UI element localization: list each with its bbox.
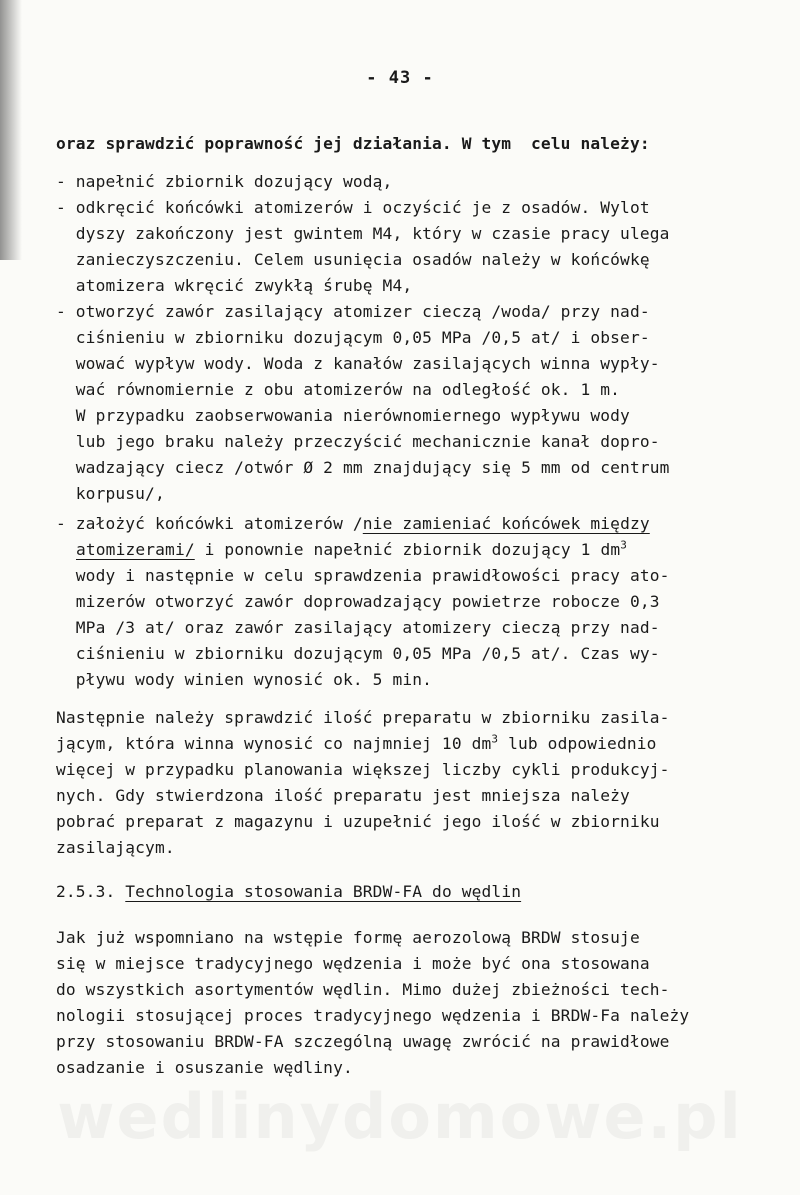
text-line: MPa /3 at/ oraz zawór zasilający atomizery cieczą przy nad- xyxy=(56,618,660,637)
watermark: wedlinydomowe.pl xyxy=(57,1080,743,1153)
text-line: pobrać preparat z magazynu i uzupełnić jego ilość w zbiorniku xyxy=(56,812,660,831)
text-line: Jak już wspomniano na wstępie formę aerozolową BRDW stosuje xyxy=(56,928,640,947)
text-line xyxy=(76,540,627,560)
text-line: wować wypływ wody. Woda z kanałów zasilających winna wypły- xyxy=(56,354,660,373)
text-span: jącym, która winna wynosić co najmniej 10 dm xyxy=(56,734,492,753)
list-item: - otworzyć zawór zasilający atomizer cieczą /woda/ przy nad- xyxy=(56,302,650,321)
text-line: ciśnieniu w zbiorniku dozującym 0,05 MPa /0,5 at/ i obser- xyxy=(56,328,650,347)
list-item xyxy=(56,514,650,534)
list-item: - napełnić zbiornik dozujący wodą, xyxy=(56,172,393,191)
text-line: więcej w przypadku planowania większej liczby cykli produkcyj- xyxy=(56,760,670,779)
text-line: wadzający ciecz /otwór Ø 2 mm znajdujący się 5 mm od centrum xyxy=(56,458,670,477)
text-span: lub odpowiednio xyxy=(498,734,657,753)
superscript: 3 xyxy=(620,538,628,552)
text-line: lub jego braku należy przeczyścić mechanicznie kanał dopro- xyxy=(56,432,660,451)
underlined-text: nie zamieniać końcówek między xyxy=(362,514,650,533)
text-line: wać równomiernie z obu atomizerów na odległość ok. 1 m. xyxy=(56,380,621,399)
text-line: dyszy zakończony jest gwintem M4, który w czasie pracy ulega xyxy=(56,224,670,243)
text-line: przy stosowaniu BRDW-FA szczególną uwagę zwrócić na prawidłowe xyxy=(56,1032,670,1051)
page-number: - 43 - xyxy=(366,68,434,88)
text-line: W przypadku zaobserwowania nierównomiernego wypływu wody xyxy=(56,406,630,425)
underlined-text: atomizerami/ xyxy=(76,540,195,559)
text-line: nych. Gdy stwierdzona ilość preparatu jest mniejsza należy xyxy=(56,786,630,805)
section-number: 2.5.3. xyxy=(56,882,116,901)
text-line: Następnie należy sprawdzić ilość preparatu w zbiorniku zasila- xyxy=(56,708,670,727)
text-line: atomizera wkręcić zwykłą śrubę M4, xyxy=(56,276,413,295)
text-line: wody i następnie w celu sprawdzenia prawidłowości pracy ato- xyxy=(56,566,670,585)
scan-edge-shadow xyxy=(0,0,22,260)
text-span: i ponownie napełnić zbiornik dozujący 1 dm xyxy=(194,540,621,559)
text-line: się w miejsce tradycyjnego wędzenia i może być ona stosowana xyxy=(56,954,650,973)
text-line: nologii stosującej proces tradycyjnego wędzenia i BRDW-Fa należy xyxy=(56,1006,690,1025)
text-span: - założyć końcówki atomizerów / xyxy=(56,514,363,533)
text-line: ciśnieniu w zbiorniku dozującym 0,05 MPa /0,5 at/. Czas wy- xyxy=(56,644,660,663)
text-line: korpusu/, xyxy=(56,484,165,503)
text-line: zasilającym. xyxy=(56,838,175,857)
list-item: - odkręcić końcówki atomizerów i oczyścić je z osadów. Wylot xyxy=(56,198,650,217)
text-line: oraz sprawdzić poprawność jej działania. W tym celu należy: xyxy=(56,134,650,153)
text-line: do wszystkich asortymentów wędlin. Mimo dużej zbieżności tech- xyxy=(56,980,670,999)
section-heading xyxy=(56,882,521,902)
text-line xyxy=(56,734,657,754)
text-line: osadzanie i osuszanie wędliny. xyxy=(56,1058,353,1077)
text-line: mizerów otworzyć zawór doprowadzający powietrze robocze 0,3 xyxy=(56,592,660,611)
section-title: Technologia stosowania BRDW-FA do wędlin xyxy=(125,882,522,901)
text-line: zanieczyszczeniu. Celem usunięcia osadów należy w końcówkę xyxy=(56,250,650,269)
text-line: pływu wody winien wynosić ok. 5 min. xyxy=(56,670,433,689)
superscript: 3 xyxy=(491,732,499,746)
